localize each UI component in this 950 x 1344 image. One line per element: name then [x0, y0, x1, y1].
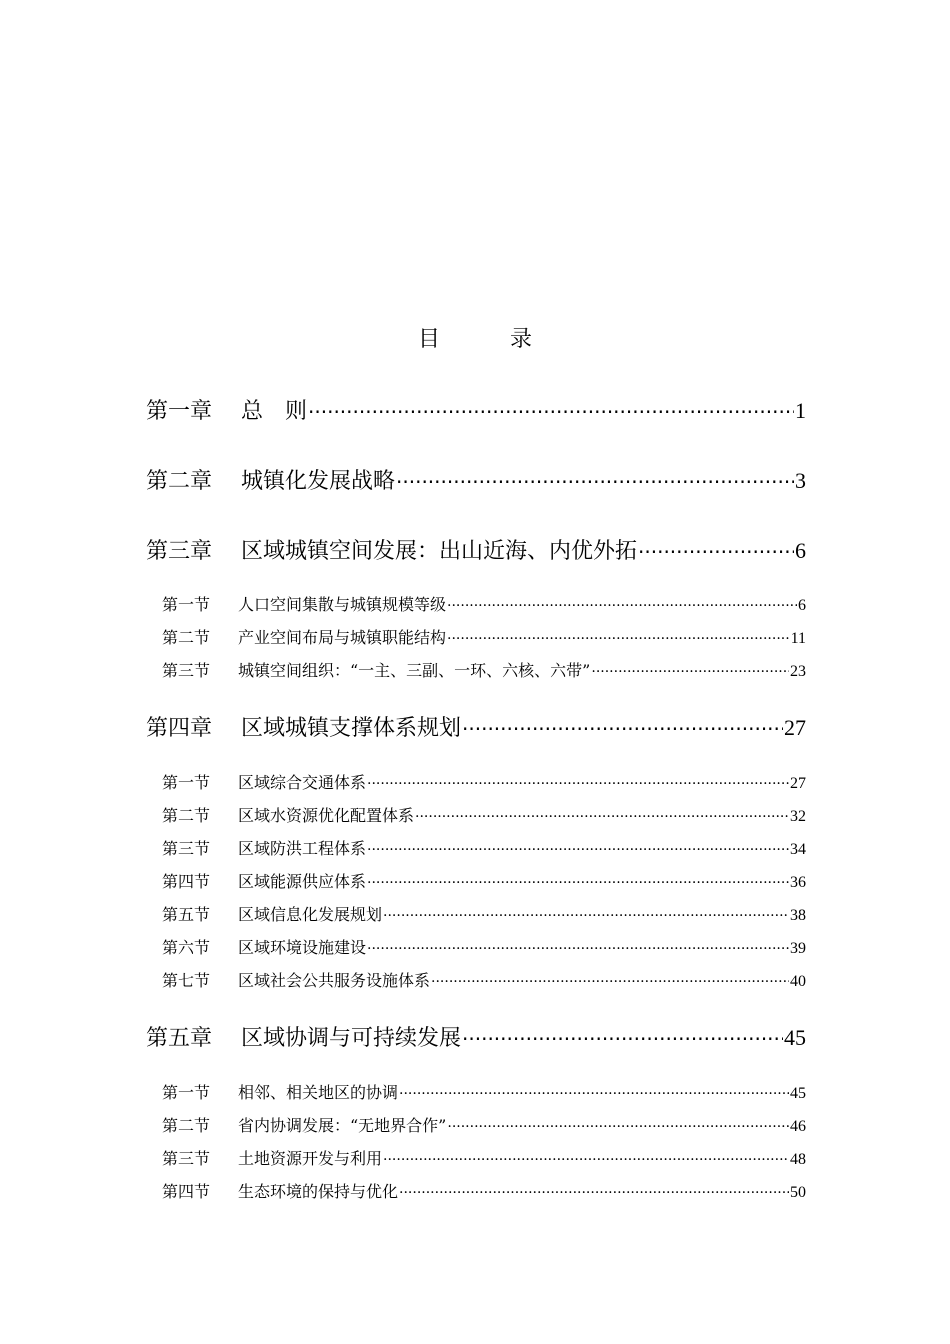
section-number: 第三节: [162, 661, 211, 680]
toc-section-entry[interactable]: [162, 658, 806, 681]
dot-leader: [308, 398, 794, 418]
section-number: 第四节: [162, 872, 211, 891]
section-number: 第三节: [162, 1149, 211, 1168]
page-number: 27: [790, 775, 806, 792]
dot-leader: [591, 662, 789, 676]
section-number: 第四节: [162, 1182, 211, 1201]
section-title: 区域综合交通体系: [238, 773, 367, 792]
section-number: 第一节: [162, 1083, 211, 1102]
toc-section-entry[interactable]: [162, 1146, 806, 1169]
section-number: 第三节: [162, 839, 211, 858]
section-number: 第七节: [162, 971, 211, 990]
dot-leader: [367, 840, 789, 854]
page-number: 50: [790, 1184, 806, 1201]
chapter-number: 第一章: [146, 399, 213, 424]
chapter-number: 第五章: [146, 1026, 213, 1051]
toc-section-entry[interactable]: [162, 803, 806, 826]
dot-leader: [383, 906, 789, 920]
section-number: 第二节: [162, 806, 211, 825]
toc-chapter-entry[interactable]: [146, 711, 806, 742]
toc-section-entry[interactable]: [162, 869, 806, 892]
toc-section-entry[interactable]: [162, 968, 806, 991]
page-number: 27: [784, 715, 806, 740]
dot-leader: [638, 538, 794, 558]
dot-leader: [367, 939, 789, 953]
chapter-title: 区域城镇支撑体系规划: [241, 716, 462, 741]
page-number: 34: [790, 841, 806, 858]
section-number: 第二节: [162, 628, 211, 647]
section-number: 第一节: [162, 595, 211, 614]
chapter-title: 区域协调与可持续发展: [241, 1026, 462, 1051]
chapter-title: 总 则: [241, 399, 308, 424]
section-title: 人口空间集散与城镇规模等级: [238, 595, 447, 614]
toc-chapter-entry[interactable]: [146, 394, 806, 425]
page-number: 39: [790, 940, 806, 957]
section-title: 产业空间布局与城镇职能结构: [238, 628, 447, 647]
toc-section-entry[interactable]: [162, 836, 806, 859]
dot-leader: [415, 807, 789, 821]
section-number: 第五节: [162, 905, 211, 924]
section-number: 第二节: [162, 1116, 211, 1135]
toc-title: 目 录: [417, 327, 556, 352]
toc-chapter-entry[interactable]: [146, 1021, 806, 1052]
page-number: 3: [795, 468, 806, 493]
toc-section-entry[interactable]: [162, 1179, 806, 1202]
page-number: 6: [798, 597, 806, 614]
chapter-number: 第二章: [146, 469, 213, 494]
toc-section-entry[interactable]: [162, 1080, 806, 1103]
section-title: 土地资源开发与利用: [238, 1149, 383, 1168]
dot-leader: [462, 1025, 783, 1045]
dot-leader: [462, 715, 783, 735]
page-number: 23: [790, 663, 806, 680]
section-title: 区域防洪工程体系: [238, 839, 367, 858]
page-number: 11: [790, 630, 806, 647]
page-number: 32: [790, 808, 806, 825]
toc-section-entry[interactable]: [162, 935, 806, 958]
dot-leader: [383, 1150, 789, 1164]
chapter-number: 第三章: [146, 539, 213, 564]
toc-section-entry[interactable]: [162, 592, 806, 615]
dot-leader: [399, 1183, 789, 1197]
dot-leader: [399, 1084, 789, 1098]
toc-chapter-entry[interactable]: [146, 534, 806, 565]
toc-section-entry[interactable]: [162, 902, 806, 925]
dot-leader: [431, 972, 789, 986]
chapter-number: 第四章: [146, 716, 213, 741]
dot-leader: [447, 596, 797, 610]
dot-leader: [447, 1117, 789, 1131]
dot-leader: [367, 774, 789, 788]
section-title: 生态环境的保持与优化: [238, 1182, 399, 1201]
page-number: 45: [790, 1085, 806, 1102]
dot-leader: [396, 468, 794, 488]
dot-leader: [447, 629, 790, 643]
page-number: 6: [795, 538, 806, 563]
toc-section-entry[interactable]: [162, 770, 806, 793]
page-number: 45: [784, 1025, 806, 1050]
page-number: 38: [790, 907, 806, 924]
section-title: 相邻、相关地区的协调: [238, 1083, 399, 1102]
chapter-title: 城镇化发展战略: [241, 469, 396, 494]
section-title: 城镇空间组织：“一主、三副、一环、六核、六带”: [238, 661, 591, 680]
page-number: 46: [790, 1118, 806, 1135]
dot-leader: [367, 873, 789, 887]
toc-chapter-entry[interactable]: [146, 464, 806, 495]
page-number: 40: [790, 973, 806, 990]
page-number: 48: [790, 1151, 806, 1168]
section-title: 区域能源供应体系: [238, 872, 367, 891]
page-number: 36: [790, 874, 806, 891]
section-title: 区域环境设施建设: [238, 938, 367, 957]
section-title: 区域信息化发展规划: [238, 905, 383, 924]
toc-section-entry[interactable]: [162, 625, 806, 648]
page-number: 1: [795, 398, 806, 423]
toc-section-entry[interactable]: [162, 1113, 806, 1136]
section-title: 区域社会公共服务设施体系: [238, 971, 431, 990]
section-number: 第一节: [162, 773, 211, 792]
section-number: 第六节: [162, 938, 211, 957]
chapter-title: 区域城镇空间发展：出山近海、内优外拓: [241, 539, 638, 564]
section-title: 区域水资源优化配置体系: [238, 806, 415, 825]
section-title: 省内协调发展：“无地界合作”: [238, 1116, 447, 1135]
